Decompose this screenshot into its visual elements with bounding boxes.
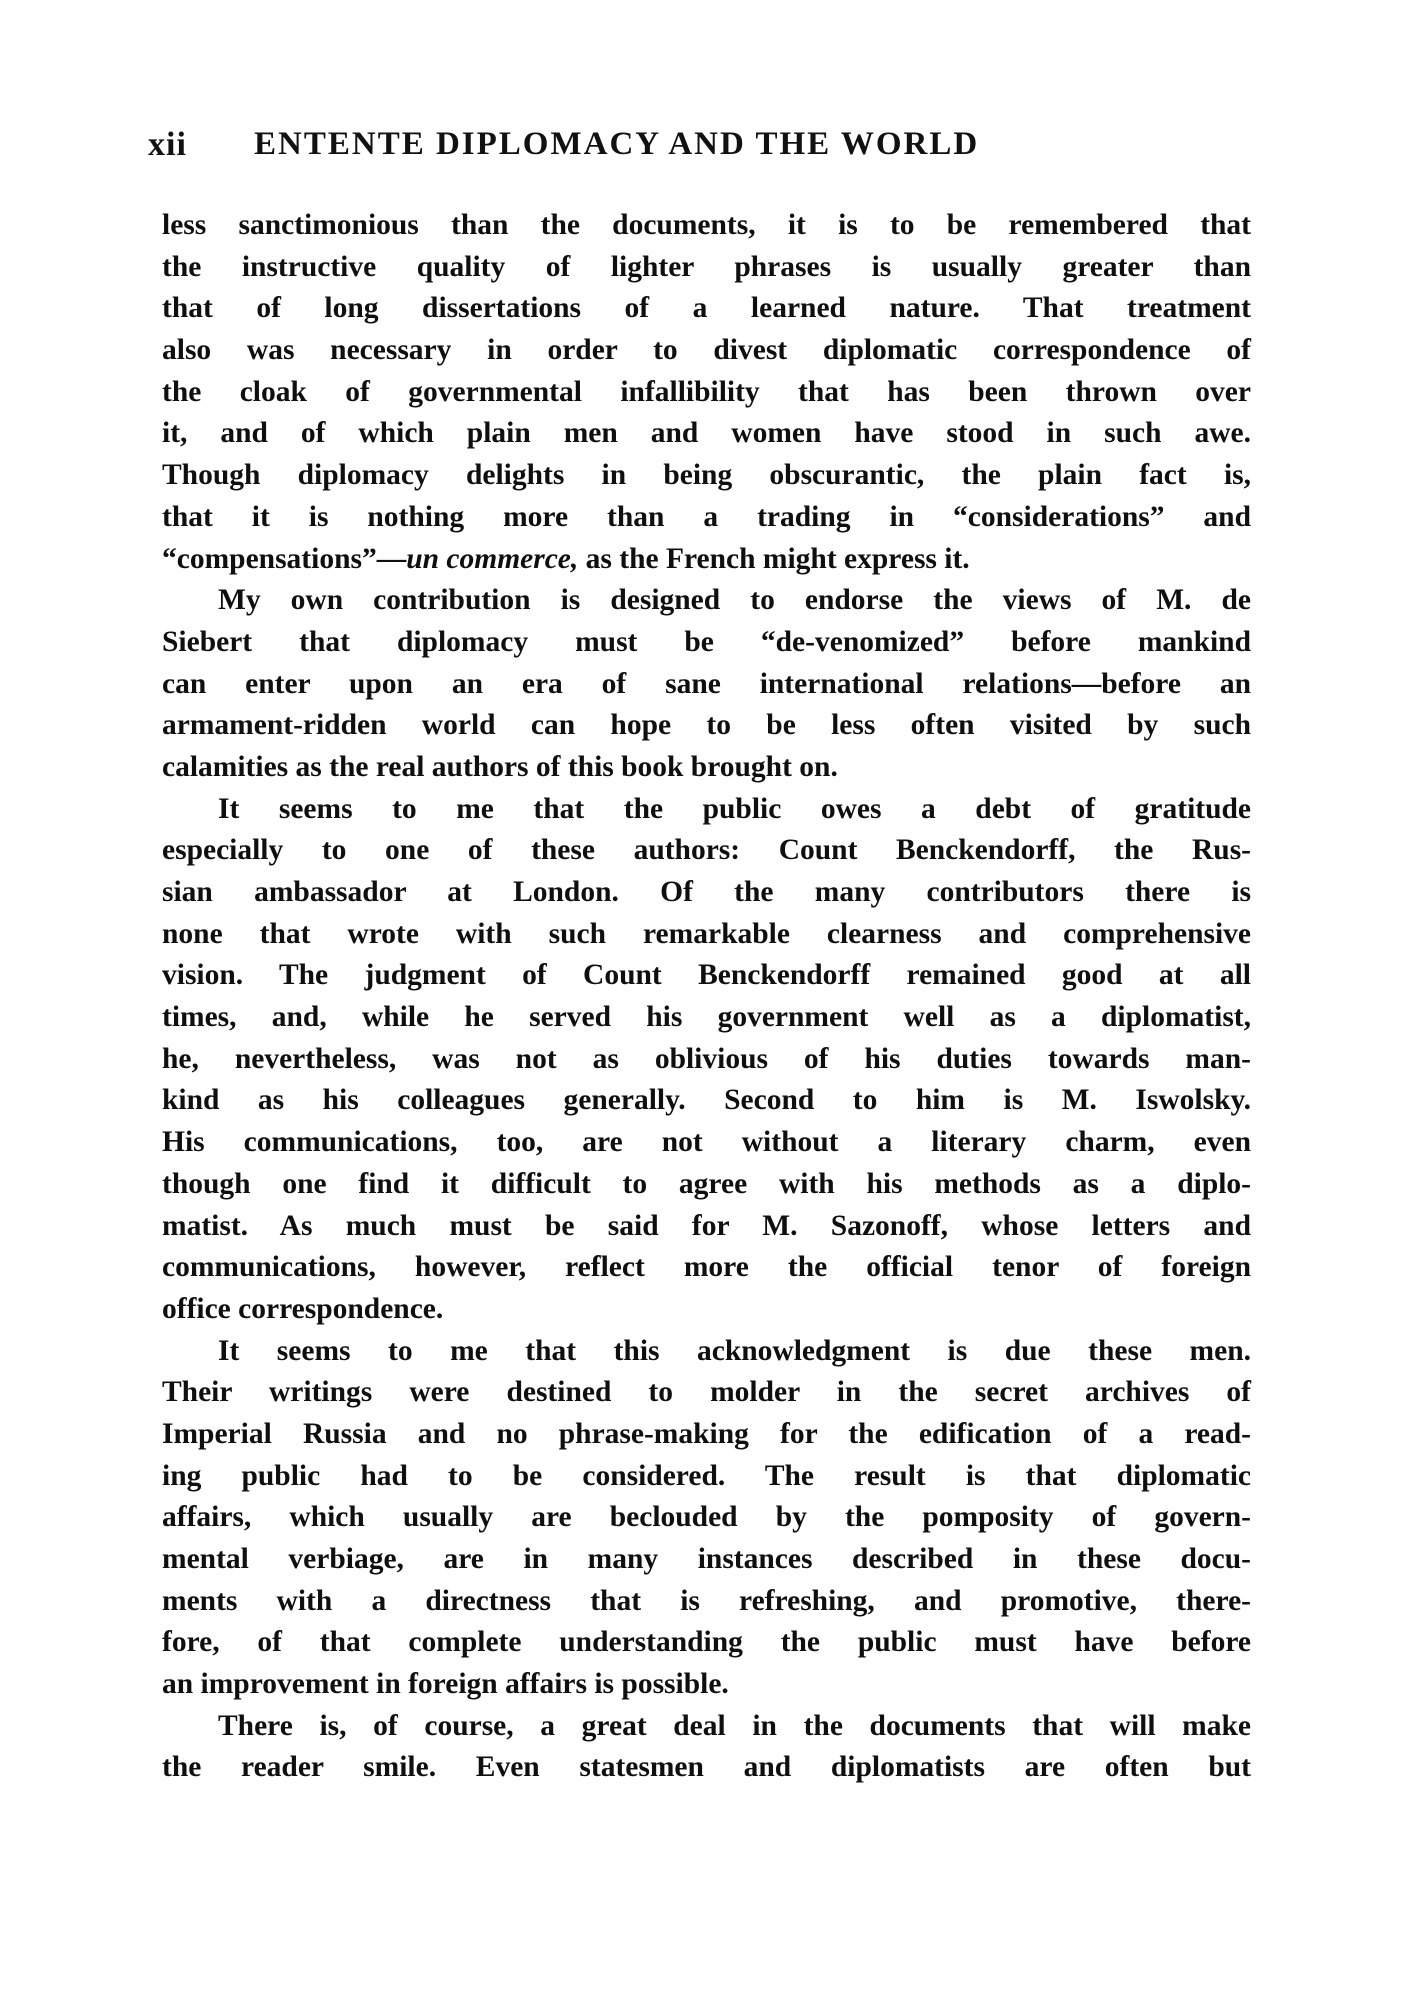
text-line: that it is nothing more than a trading in “considerations” and — [162, 500, 1251, 533]
text-line: matist. As much must be said for M. Sazonoff, whose letters and — [162, 1209, 1251, 1242]
page-header — [148, 126, 1248, 170]
text-line: calamities as the real authors of this book brought on. — [162, 750, 838, 783]
text-line: sian ambassador at London. Of the many contributors there is — [162, 876, 1251, 908]
text-line: His communications, too, are not without a literary charm, even — [162, 1126, 1251, 1159]
text-line: office correspondence. — [162, 1292, 444, 1325]
running-title: ENTENTE DIPLOMACY AND THE WORLD — [254, 126, 980, 162]
text-line: vision. The judgment of Count Benckendorff remained good at all — [162, 959, 1251, 992]
text-line: it, and of which plain men and women have stood in such awe. — [162, 417, 1251, 450]
text-line-with-italic — [162, 539, 1251, 581]
body-text — [162, 205, 1251, 1789]
text-line: communications, however, reflect more the official tenor of foreign — [162, 1251, 1251, 1284]
text-line: the reader smile. Even statesmen and diplomatists are often but — [162, 1751, 1251, 1784]
text-line: especially to one of these authors: Count Benckendorff, the Rus- — [162, 834, 1251, 867]
italic-phrase: un commerce, — [406, 542, 579, 575]
text-line: can enter upon an era of sane international relations—before an — [162, 667, 1251, 700]
text-line: he, nevertheless, was not as oblivious of his duties towards man- — [162, 1042, 1251, 1075]
text-line: less sanctimonious than the documents, it is to be remembered that — [162, 209, 1251, 241]
paragraph-first-line: There is, of course, a great deal in the documents that will make — [218, 1709, 1251, 1742]
text-segment: “compensations”— — [162, 542, 407, 575]
text-line: Siebert that diplomacy must be “de-venomized” before mankind — [162, 625, 1251, 658]
text-line: also was necessary in order to divest diplomatic correspondence of — [162, 334, 1251, 367]
text-line: mental verbiage, are in many instances described in these docu- — [162, 1543, 1251, 1575]
text-line: none that wrote with such remarkable clearness and comprehensive — [162, 917, 1251, 950]
text-line: Imperial Russia and no phrase-making for the edification of a read- — [162, 1417, 1251, 1450]
text-line: that of long dissertations of a learned nature. That treatment — [162, 292, 1251, 325]
text-line: an improvement in foreign affairs is possible. — [162, 1668, 729, 1701]
page-number: xii — [148, 126, 187, 163]
text-line: the instructive quality of lighter phrases is usually greater than — [162, 250, 1251, 283]
text-line: though one find it difficult to agree with his methods as a diplo- — [162, 1167, 1251, 1200]
text-line: armament-ridden world can hope to be less often visited by such — [162, 709, 1251, 742]
paragraph-first-line: It seems to me that this acknowledgment is due these men. — [218, 1334, 1251, 1367]
text-segment: as the French might express it. — [578, 542, 970, 575]
text-line: times, and, while he served his government well as a diplomatist, — [162, 1001, 1251, 1034]
text-line: ments with a directness that is refreshing, and promotive, there- — [162, 1584, 1251, 1617]
text-line: affairs, which usually are beclouded by the pomposity of govern- — [162, 1501, 1251, 1534]
paragraph-first-line: My own contribution is designed to endorse the views of M. de — [218, 584, 1251, 617]
text-line: ing public had to be considered. The result is that diplomatic — [162, 1459, 1251, 1492]
paragraph-first-line: It seems to me that the public owes a debt of gratitude — [218, 792, 1251, 825]
text-line: fore, of that complete understanding the public must have before — [162, 1626, 1251, 1659]
text-line: Though diplomacy delights in being obscurantic, the plain fact is, — [162, 459, 1251, 492]
text-line: the cloak of governmental infallibility that has been thrown over — [162, 375, 1251, 408]
text-line: kind as his colleagues generally. Second to him is M. Iswolsky. — [162, 1084, 1251, 1117]
text-line: Their writings were destined to molder in the secret archives of — [162, 1376, 1251, 1409]
